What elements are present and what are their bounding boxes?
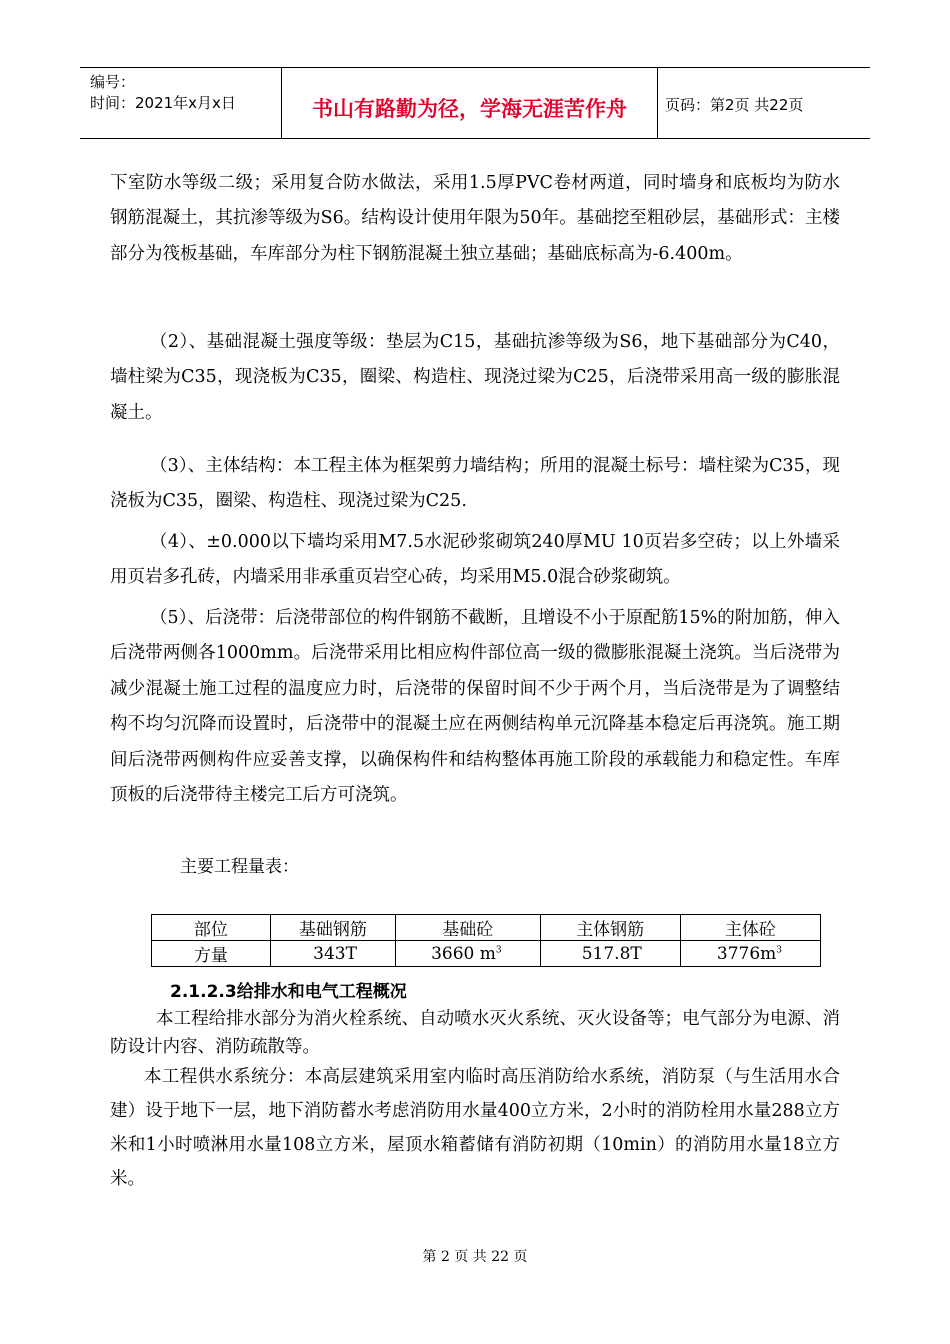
header-right-cell — [657, 68, 870, 138]
section-title: 2.1.2.3给排水和电气工程概况 — [170, 982, 407, 1002]
table-header-cell: 主体钢筋 — [540, 915, 680, 941]
table-cell — [680, 941, 820, 967]
table-header-cell: 主体砼 — [680, 915, 820, 941]
date-label: 时间：2021年x月x日 — [90, 94, 236, 112]
table-header-cell: 部位 — [152, 915, 271, 941]
section-paragraph-2: 本工程供水系统分：本高层建筑采用室内临时高压消防给水系统，消防泵（与生活用水合建）设于地下一层，地下消防蓄水考虑消防用水量400立方米，2小时的消防栓用水量288立方米和1小时喷淋用水量108立方米，屋顶水箱蓄储有消防初期（10min）的消防用水量18立方米。 — [110, 1067, 840, 1189]
paragraph-3: （3）、主体结构：本工程主体为框架剪力墙结构；所用的混凝土标号：墙柱梁为C35，现浇板为C35，圈梁、构造柱、现浇过梁为C25. — [110, 456, 840, 512]
header-left-cell — [80, 68, 280, 138]
cell-value: 3776m — [716, 943, 777, 964]
cell-superscript: 3 — [776, 944, 782, 955]
table-header-row — [152, 915, 821, 941]
table-row — [152, 941, 821, 967]
quantity-table — [151, 914, 821, 967]
motto: 书山有路勤为径，学海无涯苦作舟 — [312, 97, 627, 121]
page-header — [80, 67, 870, 139]
paragraph-2: （2）、基础混凝土强度等级：垫层为C15，基础抗渗等级为S6，地下基础部分为C40，墙柱梁为C35，现浇板为C35，圈梁、构造柱、现浇过梁为C25，后浇带采用高一级的膨胀混凝土。 — [110, 332, 840, 423]
serial-label: 编号： — [90, 73, 136, 91]
table-cell — [540, 941, 680, 967]
table-header-cell: 基础钢筋 — [270, 915, 395, 941]
paragraph-4: （4）、±0.000以下墙均采用M7.5水泥砂浆砌筑240厚MU 10页岩多空砖；以上外墙采用页岩多孔砖，内墙采用非承重页岩空心砖，均采用M5.0混合砂浆砌筑。 — [110, 532, 840, 588]
cell-value: 343T — [313, 943, 357, 964]
cell-value: 517.8T — [581, 943, 642, 964]
paragraph-1: 下室防水等级二级；采用复合防水做法，采用1.5厚PVC卷材两道，同时墙身和底板均为防水钢筋混凝土，其抗渗等级为S6。结构设计使用年限为50年。基础挖至粗砂层，基础形式：主楼部分为筏板基础，车库部分为柱下钢筋混凝土独立基础；基础底标高为-6.400m。 — [110, 173, 840, 264]
table-cell — [395, 941, 540, 967]
table-row-label: 方量 — [152, 941, 271, 967]
page-info: 页码：第2页 共22页 — [665, 96, 804, 114]
section-paragraph-1: 本工程给排水部分为消火栓系统、自动喷水灭火系统、灭火设备等；电气部分为电源、消防设计内容、消防疏散等。 — [110, 1009, 840, 1057]
page-footer: 第 2 页 共 22 页 — [422, 1249, 528, 1265]
cell-value: 3660 m — [431, 943, 496, 964]
cell-superscript: 3 — [495, 944, 502, 955]
table-header-cell: 基础砼 — [395, 915, 540, 941]
header-center-cell — [281, 68, 658, 138]
table-caption: 主要工程量表： — [180, 857, 299, 877]
paragraph-5: （5）、后浇带：后浇带部位的构件钢筋不截断，且增设不小于原配筋15%的附加筋，伸入后浇带两侧各1000mm。后浇带采用比相应构件部位高一级的微膨胀混凝土浇筑。当后浇带为减少混凝土施工过程的温度应力时，后浇带的保留时间不少于两个月，当后浇带是为了调整结构不均匀沉降而设置时，后浇带中的混凝土应在两侧结构单元沉降基本稳定后再浇筑。施工期间后浇带两侧构件应妥善支撑，以确保构件和结构整体再施工阶段的承载能力和稳定性。车库顶板的后浇带待主楼完工后方可浇筑。 — [110, 608, 840, 806]
table-cell — [270, 941, 395, 967]
